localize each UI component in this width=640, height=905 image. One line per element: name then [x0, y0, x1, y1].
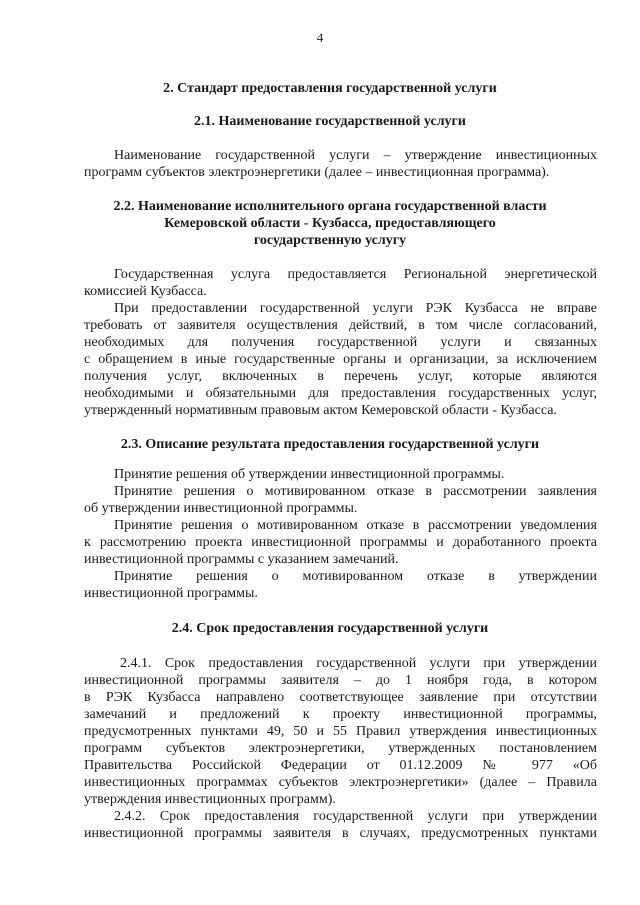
page-number: 4 [316, 30, 324, 45]
text-line: к рассмотрению проекта инвестиционной программы и доработанного проекта [84, 535, 597, 550]
text-line: инвестиционной программы. [84, 586, 258, 601]
text-line: Наименование государственной услуги – утверждение инвестиционных [114, 148, 597, 163]
text-line: в РЭК Кузбасса направлено соответствующее заявление при отсутствии [84, 690, 597, 705]
text-line: 2.4.1. Срок предоставления государственной услуги при утверждении [120, 656, 597, 671]
text-line: Принятие решения о мотивированном отказе в утверждении [114, 569, 597, 584]
text-line: инвестиционной программы с указанием замечаний. [84, 552, 399, 567]
text-line: необходимыми и обязательными для предоставления государственных услуг, [84, 386, 597, 401]
text-line: об утверждении инвестиционной программы. [84, 501, 358, 516]
text-line: инвестиционных программах субъектов электроэнергетики» (далее – Правила [84, 775, 597, 790]
section-2-title: 2. Стандарт предоставления государственной услуги [163, 81, 497, 96]
text-line: Государственная услуга предоставляется Региональной энергетической [114, 267, 597, 282]
text-line: с обращением в иные государственные органы и организации, за исключением [84, 352, 597, 367]
text-line: При предоставлении государственной услуги РЭК Кузбасса не вправе [114, 301, 597, 316]
title-line: 2.2. Наименование исполнительного органа государственной власти [113, 199, 547, 214]
section-2-3-paragraph-4 [84, 568, 597, 602]
title-line: государственную услугу [253, 233, 407, 248]
section-2-2-paragraph-2 [84, 300, 597, 419]
section-2-3-paragraph-3 [84, 517, 597, 568]
section-2-3-paragraph-1 [84, 466, 597, 483]
text-line: Правительства Российской Федерации от 01.12.2009 № 977 «Об [84, 758, 597, 773]
text-line: замечаний и предложений к проекту инвестиционной программы, [84, 707, 597, 722]
text-line: получения услуг, включенных в перечень услуг, которые являются [84, 369, 597, 384]
title-line: Кемеровской области - Кузбасса, предоставляющего [164, 216, 496, 231]
text-line: комиссией Кузбасса. [84, 284, 207, 299]
section-2-4-title: 2.4. Срок предоставления государственной услуги [171, 621, 489, 636]
text-line: требовать от заявителя осуществления действий, в том числе согласований, [84, 318, 597, 333]
section-2-2-paragraph-1 [84, 266, 597, 300]
text-line: программ субъектов электроэнергетики (далее – инвестиционная программа). [84, 165, 550, 180]
text-line: предусмотренных пунктами 49, 50 и 55 Правил утверждения инвестиционных [84, 724, 597, 739]
text-line: утвержденный нормативным правовым актом Кемеровской области - Кузбасса. [84, 403, 557, 418]
section-2-1-title: 2.1. Наименование государственной услуги [194, 114, 466, 129]
text-line: Принятие решения об утверждении инвестиционной программы. [114, 467, 505, 482]
text-line: Принятие решения о мотивированном отказе в рассмотрении заявления [114, 484, 597, 499]
text-line: необходимых для получения государственной услуги и связанных [84, 335, 597, 350]
text-line: программ субъектов электроэнергетики, утвержденных постановлением [84, 741, 597, 756]
section-2-1-paragraph [84, 147, 597, 181]
section-2-4-1-paragraph [84, 655, 597, 808]
section-2-2-title [80, 198, 580, 249]
section-2-3-title: 2.3. Описание результата предоставления государственной услуги [120, 437, 540, 452]
section-2-3-paragraph-2 [84, 483, 597, 517]
section-2-4-2-paragraph [84, 808, 597, 842]
text-line: инвестиционной программы заявителя – до 1 ноября года, в котором [84, 673, 597, 688]
text-line: утверждения инвестиционных программ). [84, 792, 336, 807]
text-line: инвестиционной программы заявителя в случаях, предусмотренных пунктами [84, 826, 597, 841]
text-line: Принятие решения о мотивированном отказе в рассмотрении уведомления [114, 518, 597, 533]
text-line: 2.4.2. Срок предоставления государственной услуги при утверждении [114, 809, 597, 824]
